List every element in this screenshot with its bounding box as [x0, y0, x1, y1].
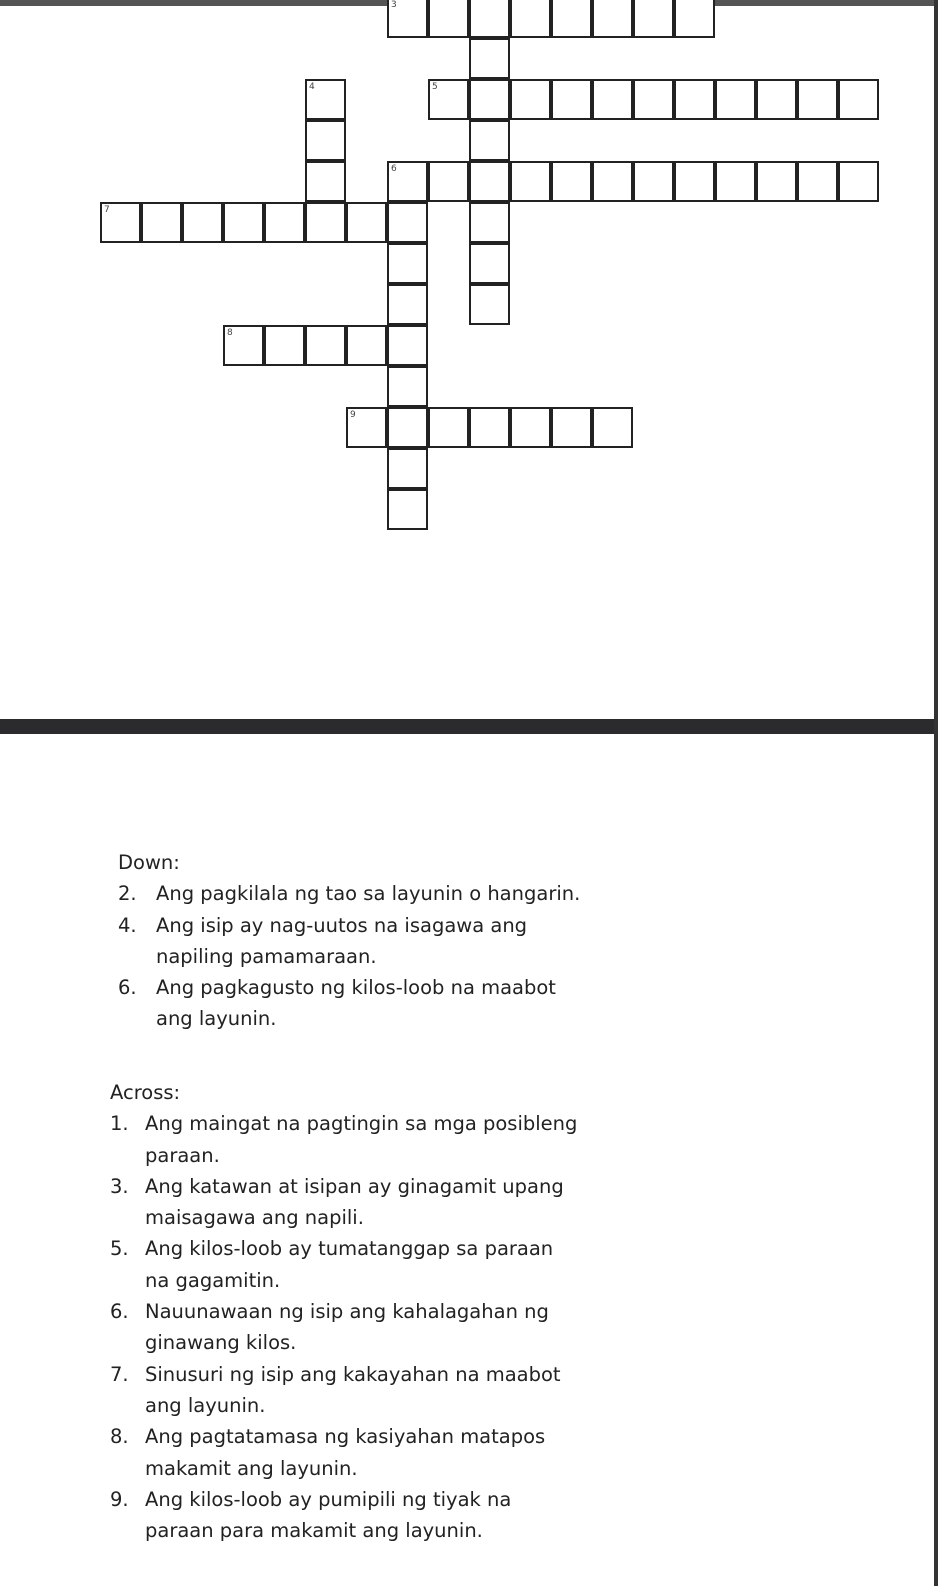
across-clue [110, 1171, 615, 1234]
clue-text: Ang pagkagusto ng kilos-loob na maabot ang layunin. [156, 976, 556, 1031]
crossword-cell[interactable] [674, 79, 715, 120]
clue-number: 6. [110, 1300, 129, 1324]
clue-number-label: 9 [350, 410, 356, 420]
crossword-cell[interactable] [592, 161, 633, 202]
crossword-cell[interactable] [387, 448, 428, 489]
clue-number: 7. [110, 1362, 129, 1386]
crossword-cell[interactable] [305, 161, 346, 202]
crossword-cell[interactable] [469, 407, 510, 448]
crossword-cell[interactable] [387, 366, 428, 407]
across-clue [110, 1296, 615, 1359]
across-clue [110, 1484, 615, 1547]
crossword-cell[interactable] [592, 79, 633, 120]
crossword-cell[interactable] [633, 161, 674, 202]
crossword-cell[interactable] [346, 325, 387, 366]
crossword-cell[interactable] [592, 0, 633, 38]
crossword-cell[interactable] [715, 161, 756, 202]
down-clues [118, 847, 656, 1035]
clue-text: Sinusuri ng isip ang kakayahan na maabot ang layunin. [145, 1362, 561, 1417]
clue-text: Ang kilos-loob ay pumipili ng tiyak na paraan para makamit ang layunin. [145, 1487, 512, 1543]
crossword-cell[interactable] [551, 407, 592, 448]
crossword-cell[interactable] [387, 325, 428, 366]
clue-text: Ang kilos-loob ay tumatanggap sa paraan na gagamitin. [145, 1237, 554, 1292]
crossword-cell[interactable] [305, 325, 346, 366]
crossword-cell[interactable] [469, 161, 510, 202]
clue-number-label: 6 [391, 164, 397, 174]
crossword-cell[interactable] [551, 79, 592, 120]
crossword-cell[interactable] [387, 243, 428, 284]
crossword-cell[interactable] [346, 407, 387, 448]
across-clue [110, 1108, 615, 1171]
crossword-cell[interactable] [100, 202, 141, 243]
crossword-cell[interactable] [264, 325, 305, 366]
clue-text: Ang katawan at isipan ay ginagamit upang maisagawa ang napili. [145, 1174, 564, 1230]
crossword-cell[interactable] [141, 202, 182, 243]
crossword-cell[interactable] [223, 202, 264, 243]
crossword-cell[interactable] [674, 161, 715, 202]
crossword-cell[interactable] [715, 79, 756, 120]
crossword-cell[interactable] [469, 120, 510, 161]
page-separator [0, 719, 948, 734]
crossword-cell[interactable] [305, 202, 346, 243]
crossword-cell[interactable] [838, 161, 879, 202]
clue-number: 2. [118, 882, 137, 906]
crossword-cell[interactable] [305, 120, 346, 161]
clue-text: Ang maingat na pagtingin sa mga posibleng paraan. [145, 1112, 578, 1167]
across-clue [110, 1233, 615, 1296]
crossword-cell[interactable] [469, 0, 510, 38]
crossword-cell[interactable] [551, 0, 592, 38]
clue-number: 4. [118, 913, 137, 937]
clue-number-label: 8 [227, 328, 233, 338]
crossword-cell[interactable] [797, 79, 838, 120]
crossword-cell[interactable] [428, 79, 469, 120]
clue-number: 9. [110, 1487, 129, 1511]
clue-text: Nauunawaan ng isip ang kahalagahan ng ginawang kilos. [145, 1300, 549, 1355]
crossword-cell[interactable] [633, 0, 674, 38]
crossword-cell[interactable] [428, 161, 469, 202]
across-clue [110, 1421, 615, 1484]
crossword-cell[interactable] [756, 161, 797, 202]
down-clue [118, 972, 656, 1035]
crossword-cell[interactable] [387, 407, 428, 448]
crossword-cell[interactable] [387, 161, 428, 202]
crossword-cell[interactable] [469, 284, 510, 325]
down-clue [118, 878, 656, 909]
clue-number-label: 7 [104, 205, 110, 215]
crossword-cell[interactable] [387, 0, 428, 38]
crossword-cell[interactable] [469, 202, 510, 243]
crossword-cell[interactable] [387, 284, 428, 325]
across-clues [110, 1077, 615, 1546]
clue-text: Ang isip ay nag-uutos na isagawa ang napiling pamamaraan. [156, 913, 528, 968]
crossword-cell[interactable] [633, 79, 674, 120]
crossword-cell[interactable] [182, 202, 223, 243]
scrollbar-edge [934, 0, 948, 1586]
crossword-cell[interactable] [551, 161, 592, 202]
clue-number: 5. [110, 1237, 129, 1261]
across-clue [110, 1359, 615, 1422]
across-heading: Across: [110, 1081, 181, 1104]
down-clue [118, 910, 656, 973]
crossword-cell[interactable] [346, 202, 387, 243]
crossword-cell[interactable] [592, 407, 633, 448]
crossword-cell[interactable] [797, 161, 838, 202]
clue-number: 3. [110, 1174, 129, 1198]
crossword-cell[interactable] [264, 202, 305, 243]
crossword-cell[interactable] [510, 407, 551, 448]
crossword-cell[interactable] [838, 79, 879, 120]
clue-number-label: 5 [432, 82, 438, 92]
crossword-cell[interactable] [469, 79, 510, 120]
crossword-cell[interactable] [469, 243, 510, 284]
clue-number-label: 3 [391, 0, 397, 10]
crossword-cell[interactable] [387, 489, 428, 530]
crossword-cell[interactable] [305, 79, 346, 120]
clue-text: Ang pagkilala ng tao sa layunin o hangarin. [156, 882, 581, 906]
clue-number-label: 4 [309, 82, 315, 92]
crossword-cell[interactable] [469, 38, 510, 79]
crossword-cell[interactable] [510, 0, 551, 38]
clue-number: 1. [110, 1112, 129, 1136]
crossword-cell[interactable] [428, 0, 469, 38]
crossword-cell[interactable] [510, 79, 551, 120]
crossword-cell[interactable] [223, 325, 264, 366]
crossword-cell[interactable] [510, 161, 551, 202]
down-heading: Down: [118, 851, 180, 874]
crossword-cell[interactable] [387, 202, 428, 243]
crossword-grid [0, 0, 934, 719]
crossword-cell[interactable] [428, 407, 469, 448]
clue-number: 6. [118, 976, 137, 1000]
crossword-cell[interactable] [674, 0, 715, 38]
crossword-cell[interactable] [756, 79, 797, 120]
clue-text: Ang pagtatamasa ng kasiyahan matapos makamit ang layunin. [145, 1425, 546, 1480]
clue-number: 8. [110, 1425, 129, 1449]
